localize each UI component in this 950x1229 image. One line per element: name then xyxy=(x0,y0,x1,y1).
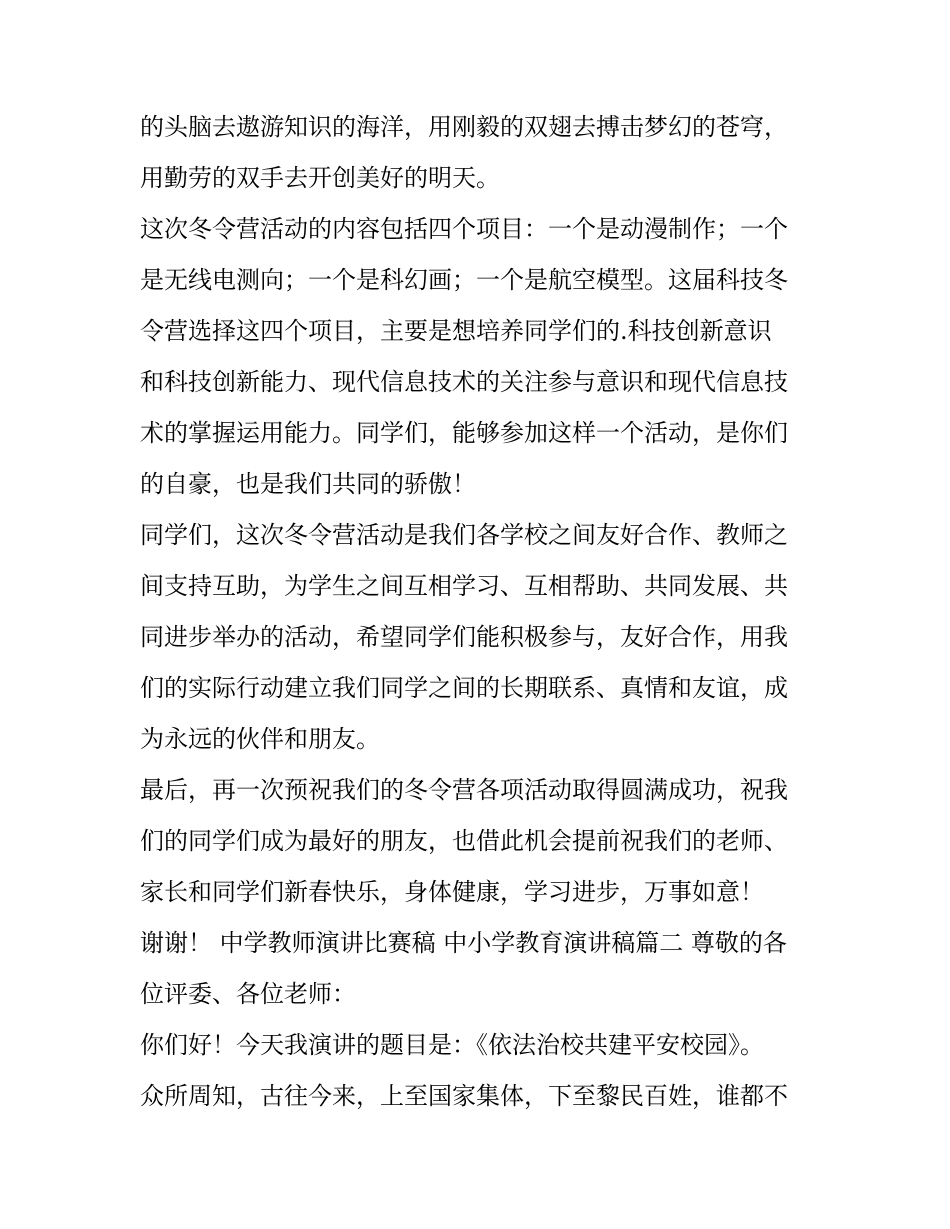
text-line: 的头脑去遨游知识的海洋，用刚毅的双翅去搏击梦幻的苍穹， xyxy=(140,113,788,141)
text-line: 的自豪，也是我们共同的骄傲！ xyxy=(140,470,476,498)
text-line: 最后，再一次预祝我们的冬令营各项活动取得圆满成功，祝我 xyxy=(140,776,788,804)
text-line: 众所周知，古往今来，上至国家集体，下至黎民百姓，谁都不 xyxy=(140,1082,788,1110)
text-line: 这次冬令营活动的内容包括四个项目：一个是动漫制作；一个 xyxy=(140,215,788,243)
text-line: 令营选择这四个项目，主要是想培养同学们的.科技创新意识 xyxy=(140,317,772,345)
body-text xyxy=(140,102,820,1122)
text-line: 们的实际行动建立我们同学之间的长期联系、真情和友谊，成 xyxy=(140,674,788,702)
text-line: 和科技创新能力、现代信息技术的关注参与意识和现代信息技 xyxy=(140,368,788,396)
text-line: 谢谢！ 中学教师演讲比赛稿 中小学教育演讲稿篇二 尊敬的各 xyxy=(140,929,787,957)
text-line: 你们好！今天我演讲的题目是：《依法治校共建平安校园》。 xyxy=(140,1031,764,1059)
text-line: 同学们，这次冬令营活动是我们各学校之间友好合作、教师之 xyxy=(140,521,788,549)
text-line: 是无线电测向；一个是科幻画；一个是航空模型。这届科技冬 xyxy=(140,266,788,294)
text-line: 用勤劳的双手去开创美好的明天。 xyxy=(140,164,500,192)
text-line: 们的同学们成为最好的朋友，也借此机会提前祝我们的老师、 xyxy=(140,827,788,855)
text-line: 术的掌握运用能力。同学们，能够参加这样一个活动，是你们 xyxy=(140,419,788,447)
text-line: 为永远的伙伴和朋友。 xyxy=(140,725,380,753)
text-line: 位评委、各位老师： xyxy=(140,980,356,1008)
text-line: 家长和同学们新春快乐，身体健康，学习进步，万事如意！ xyxy=(140,878,764,906)
text-line: 同进步举办的活动，希望同学们能积极参与，友好合作，用我 xyxy=(140,623,788,651)
text-line: 间支持互助，为学生之间互相学习、互相帮助、共同发展、共 xyxy=(140,572,788,600)
